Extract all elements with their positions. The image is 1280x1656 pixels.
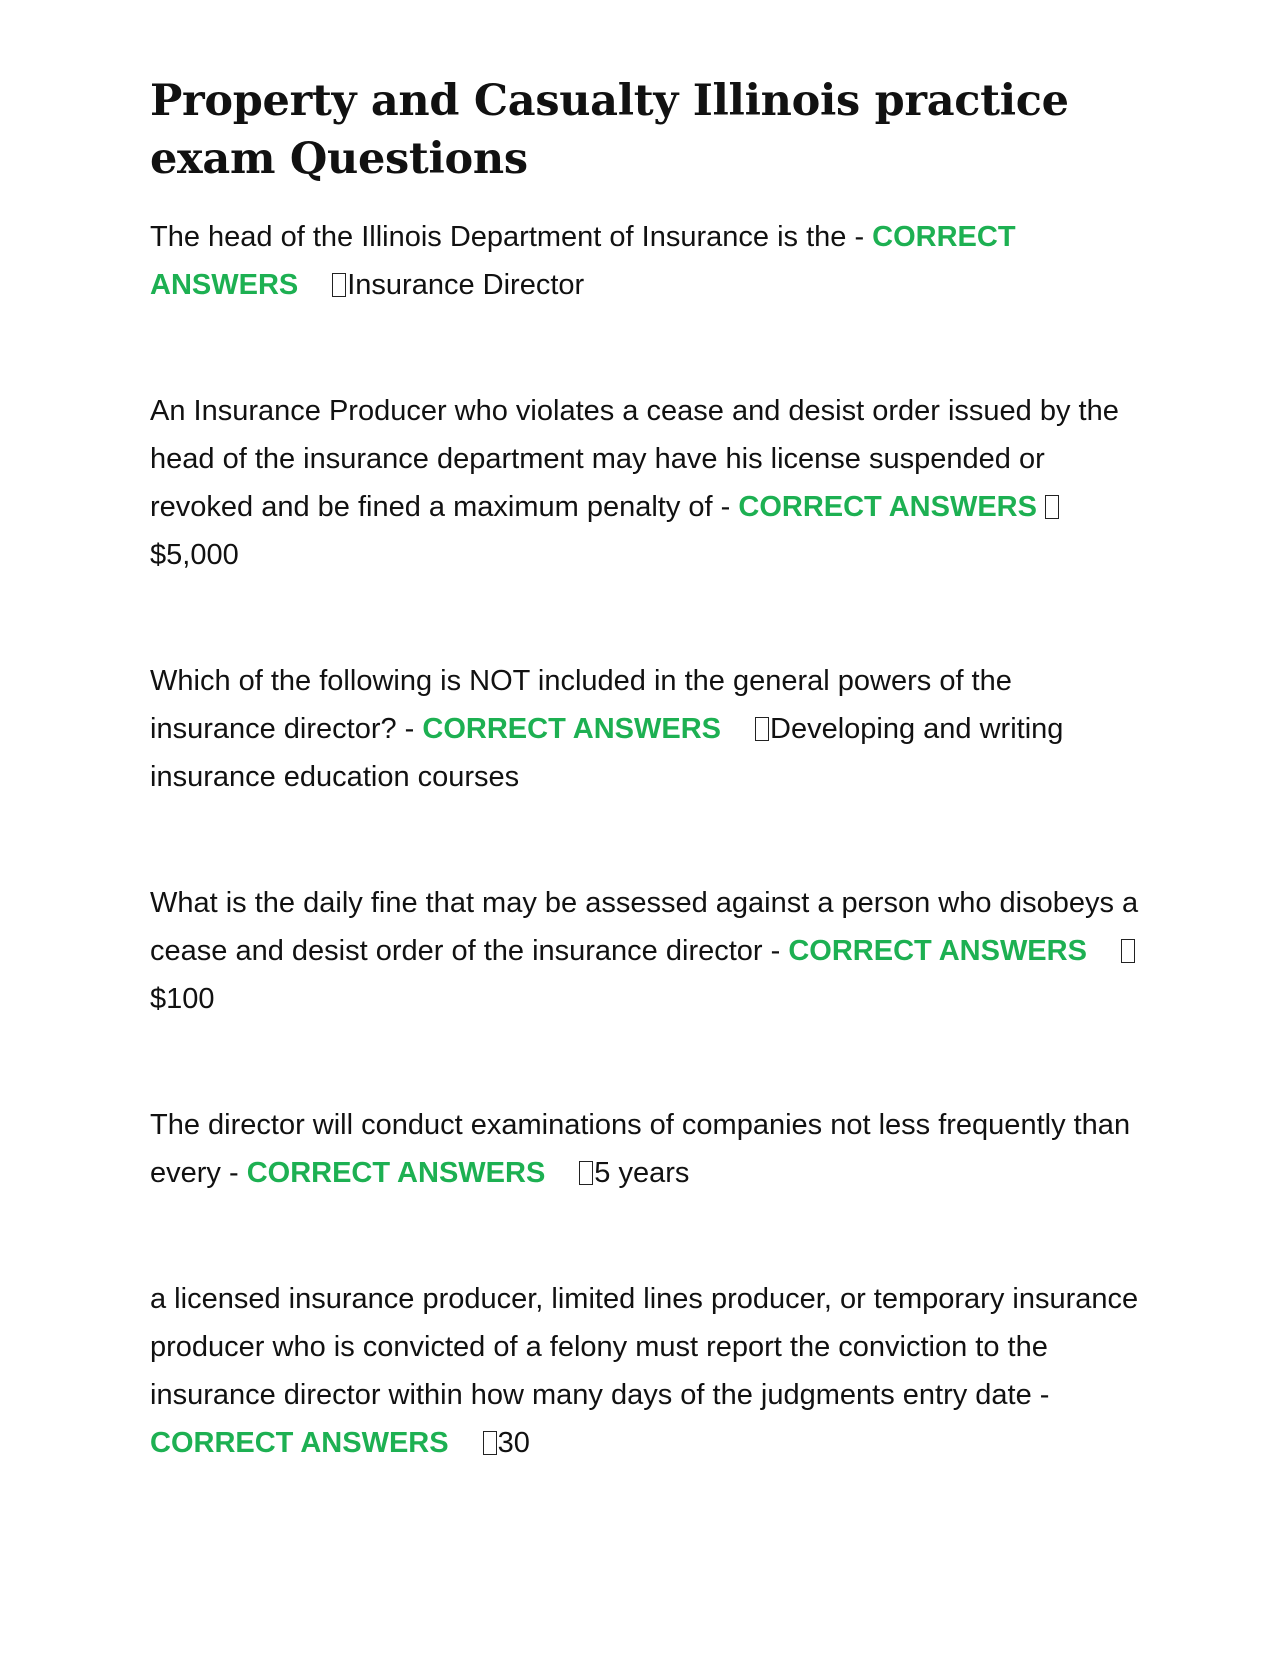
question-text: What is the daily fine that may be assessed against a person who disobeys a cease and desist order of the insurance director - <box>150 887 1139 967</box>
answer-text: $5,000 <box>150 539 239 571</box>
correct-answers-label: CORRECT ANSWERS <box>422 713 722 745</box>
missing-glyph-icon <box>332 273 346 297</box>
question-text: The head of the Illinois Department of Insurance is the - <box>150 221 873 253</box>
document-title: Property and Casualty Illinois practice exam Questions <box>150 76 1069 184</box>
question-text: Which of the following is NOT included in the general powers of the insurance director? - <box>150 665 1012 745</box>
missing-glyph-icon <box>483 1431 497 1455</box>
question-text: An Insurance Producer who violates a cease and desist order issued by the head of the insurance department may have his license suspended or revoked and be fined a maximum penalty of - <box>150 395 1119 523</box>
qa-item-3 <box>150 657 1140 801</box>
answer-text: 5 years <box>594 1157 690 1189</box>
correct-answers-label: CORRECT ANSWERS <box>788 935 1087 967</box>
missing-glyph-icon <box>1121 939 1135 963</box>
correct-answers-label: CORRECT ANSWERS <box>150 1427 449 1459</box>
answer-text: Insurance Director <box>347 269 585 301</box>
answer-text: Developing and writing insurance education courses <box>150 713 1064 793</box>
qa-item-2 <box>150 387 1140 579</box>
qa-item-5 <box>150 1101 1140 1197</box>
qa-item-4 <box>150 879 1140 1023</box>
document-page <box>150 72 1140 1545</box>
correct-answers-label: CORRECT ANSWERS <box>150 221 1016 301</box>
answer-text: $100 <box>150 983 215 1015</box>
correct-answers-label: CORRECT ANSWERS <box>246 1157 546 1189</box>
qa-item-6 <box>150 1275 1140 1467</box>
question-text: a licensed insurance producer, limited lines producer, or temporary insurance producer who is convicted of a felony must report the conviction to the insurance director within how many days of the judgments entry date - <box>150 1283 1139 1411</box>
question-text: The director will conduct examinations of companies not less frequently than every - <box>150 1109 1131 1189</box>
missing-glyph-icon <box>579 1161 593 1185</box>
answer-text: 30 <box>497 1427 530 1459</box>
qa-item-1 <box>150 213 1140 309</box>
missing-glyph-icon <box>1045 495 1059 519</box>
correct-answers-label: CORRECT ANSWERS <box>738 491 1037 523</box>
missing-glyph-icon <box>755 717 769 741</box>
